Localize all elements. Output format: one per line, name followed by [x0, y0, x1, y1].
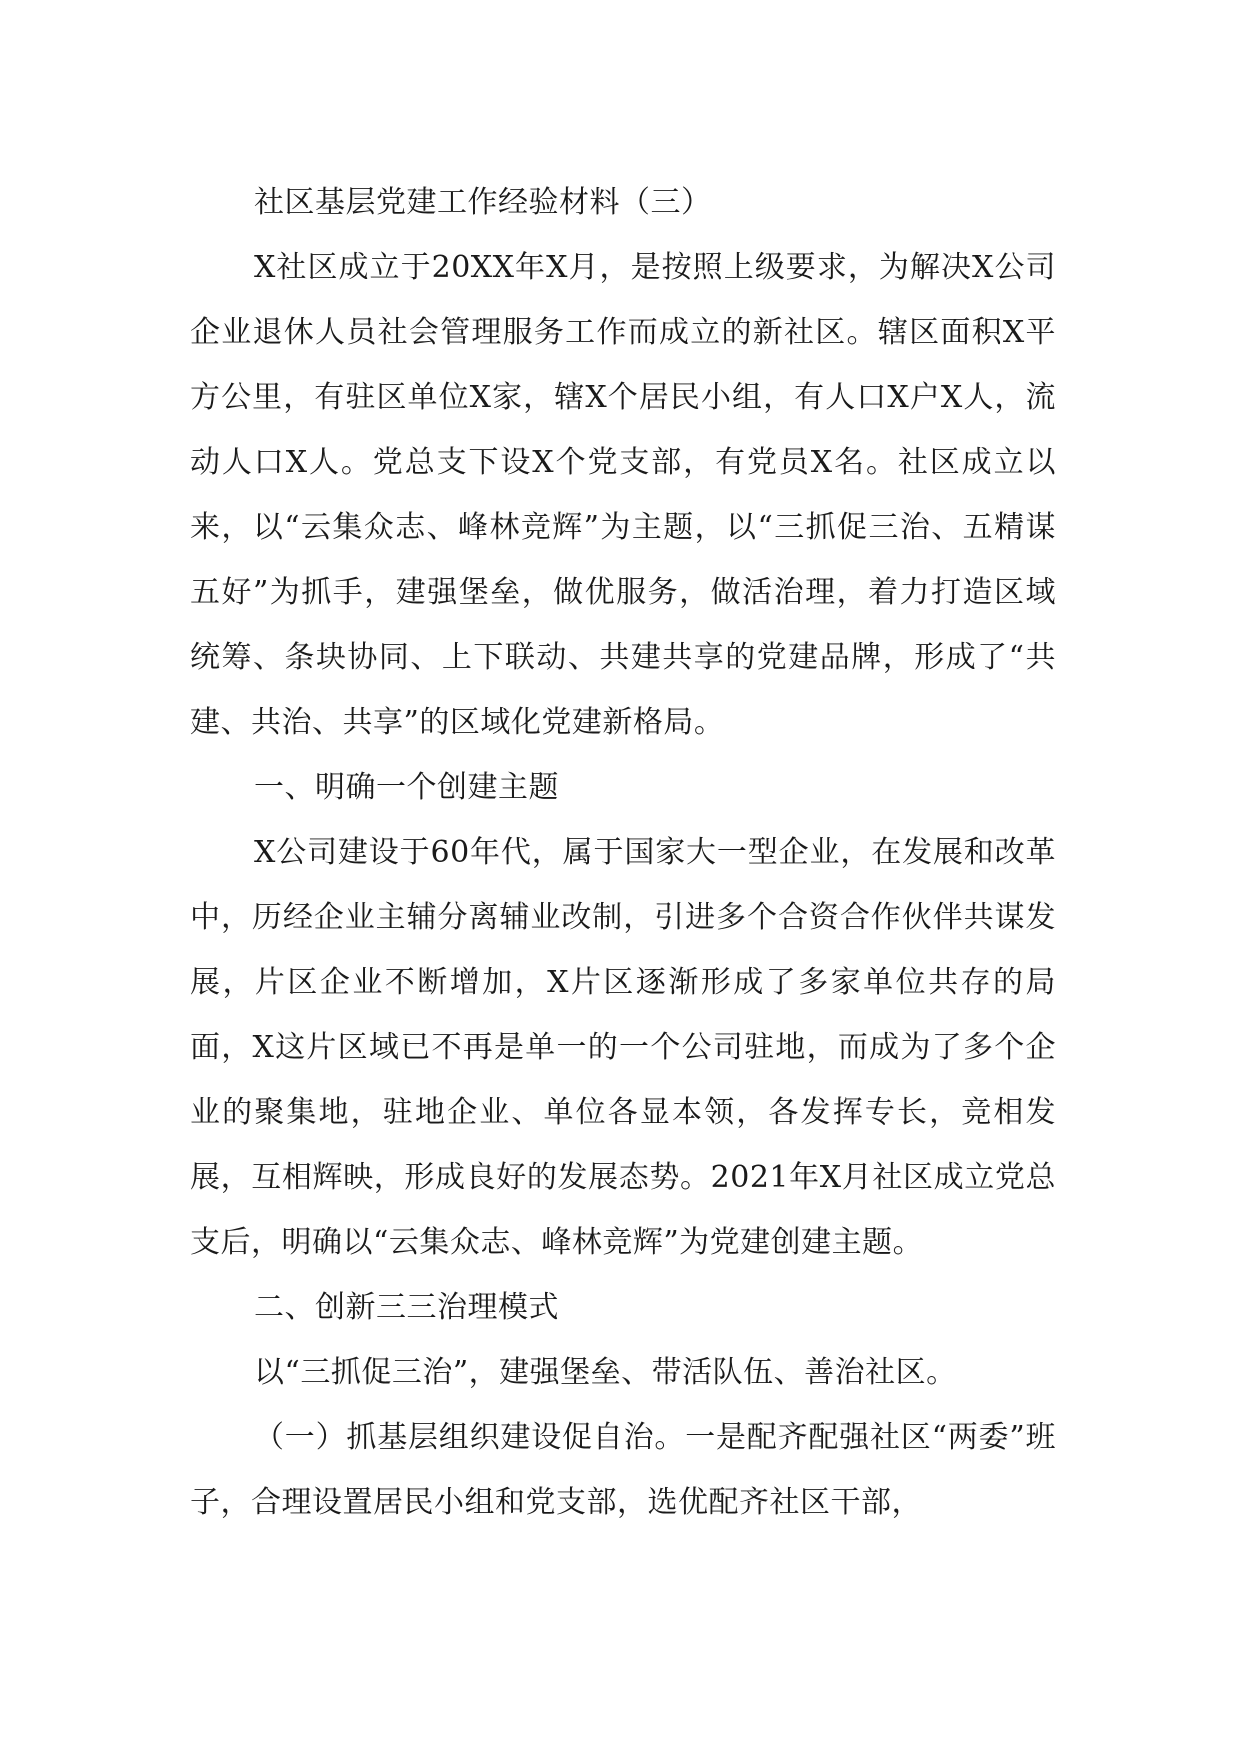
- paragraph-subsection-1: （一）抓基层组织建设促自治。一是配齐配强社区“两委”班子，合理设置居民小组和党支部，选优配齐社区干部，: [190, 1420, 1056, 1520]
- paragraph-intro: X社区成立于20XX年X月，是按照上级要求，为解决X公司企业退休人员社会管理服务工作而成立的新社区。辖区面积X平方公里，有驻区单位X家，辖X个居民小组，有人口X户X人，流动人口X人。党总支下设X个党支部，有党员X名。社区成立以来，以“云集众志、峰林竞辉”为主题，以“三抓促三治、五精谋五好”为抓手，建强堡垒，做优服务，做活治理，着力打造区域统筹、条块协同、上下联动、共建共享的党建品牌，形成了“共建、共治、共享”的区域化党建新格局。: [190, 250, 1056, 740]
- document-title: 社区基层党建工作经验材料（三）: [254, 185, 712, 220]
- document-body: [190, 170, 1056, 1535]
- paragraph-summary: 以“三抓促三治”，建强堡垒、带活队伍、善治社区。: [254, 1355, 957, 1390]
- section-heading-2: 二、创新三三治理模式: [254, 1290, 559, 1325]
- section-heading-1: 一、明确一个创建主题: [254, 770, 559, 805]
- paragraph-theme: X公司建设于60年代，属于国家大一型企业，在发展和改革中，历经企业主辅分离辅业改制，引进多个合资合作伙伴共谋发展，片区企业不断增加，X片区逐渐形成了多家单位共存的局面，X这片区域已不再是单一的一个公司驻地，而成为了多个企业的聚集地，驻地企业、单位各显本领，各发挥专长，竞相发展，互相辉映，形成良好的发展态势。2021年X月社区成立党总支后，明确以“云集众志、峰林竞辉”为党建创建主题。: [190, 835, 1056, 1260]
